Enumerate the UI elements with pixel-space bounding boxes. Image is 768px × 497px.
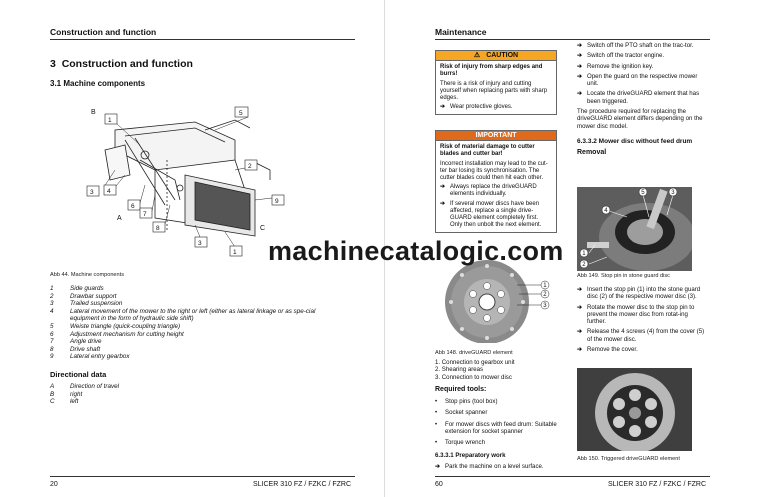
bullet-icon: • [435, 420, 438, 428]
legend-value: Trailed suspension [70, 300, 123, 308]
step-text: Remove the ignition key. [587, 62, 654, 70]
directional-data-list [50, 383, 119, 406]
tool-item [435, 421, 560, 436]
caution-header [436, 51, 556, 61]
triggered-driveguard-photo [577, 368, 692, 451]
legend-row [50, 323, 345, 331]
legend-row [50, 353, 345, 361]
left-footer-model: SLICER 310 FZ / FZKC / FZRC [253, 481, 352, 488]
tool-item-text: Socket spanner [445, 409, 488, 417]
callout-5: 5 [239, 110, 243, 117]
chapter-title [50, 58, 193, 70]
removal-step [577, 304, 705, 326]
callout-8: 8 [156, 225, 160, 232]
legend-value: Side guards [70, 285, 104, 292]
legend-value: Lateral movement of the mower to the right or left (either as lateral linkage or as spe-cial equipment in the form of hydraulic side shift) [70, 307, 316, 323]
removal-step-text: Release the 4 screws (4) from the cover (5) of the mower disc. [587, 328, 705, 343]
fig150-caption: Abb 150. Triggered driveGUARD element [577, 456, 680, 462]
required-tools-list [435, 398, 560, 446]
removal-heading: Removal [577, 149, 607, 157]
tool-item-text: Stop pins (tool box) [445, 398, 498, 405]
important-box [435, 130, 557, 233]
arrow-icon: ➔ [577, 286, 583, 293]
procedure-paragraph: The procedure required for replacing the driveGUARD element differs depending on the mower disc model. [577, 108, 703, 130]
legend-row [50, 285, 345, 293]
caution-risk: Risk of injury from sharp edges and burrs! [440, 64, 543, 78]
direction-value: Direction of travel [70, 383, 119, 390]
legend-value: Adjustment mechanism for cutting height [70, 330, 184, 338]
legend-value: Angle drive [70, 338, 102, 346]
removal-step-text: Insert the stop pin (1) into the stone guard disc (2) of the respective mower disc (3). [587, 286, 701, 301]
legend-key: 4 [50, 307, 54, 315]
removal-step [577, 286, 705, 301]
section-title: 3.1 Machine components [50, 79, 146, 88]
arrow-icon: ➔ [577, 328, 583, 336]
arrow-icon: ➔ [577, 346, 583, 354]
step-text: Open the guard on the respective mower unit. [587, 72, 698, 88]
right-column-steps [577, 42, 705, 157]
photo148-callout-1: 1 [543, 283, 547, 290]
callout-9: 9 [275, 198, 279, 205]
step-text: Switch off the PTO shaft on the trac-tor. [587, 42, 694, 49]
tool-item [435, 409, 560, 416]
legend-key: 7 [50, 338, 54, 346]
legend-key: 1 [50, 285, 54, 292]
warning-triangle-icon: ⚠ [473, 52, 481, 59]
step [577, 42, 705, 49]
fig148-legend [435, 359, 515, 381]
left-header: Construction and function [50, 27, 157, 37]
legend-key: 5 [50, 322, 54, 330]
machine-drawing [85, 100, 295, 260]
callout-4: 4 [107, 188, 111, 195]
legend-key: 3 [50, 300, 54, 308]
legend-value: Lateral entry gearbox [70, 353, 130, 361]
fig148-item-3: 3. Connection to mower disc [435, 373, 512, 381]
legend-row [50, 293, 345, 301]
tool-item [435, 398, 560, 405]
fig148-caption: Abb 148. driveGUARD element [435, 350, 513, 356]
photo148-callout-3: 3 [543, 303, 547, 310]
bullet-icon: • [435, 439, 438, 447]
important-action-2-text: If several mower discs have been affected, replace a single drive-GUARD element completely first. Only then unbolt the next element. [450, 200, 542, 229]
photo149-callout-3: 3 [671, 190, 675, 197]
preparatory-work-heading: 6.3.3.1 Preparatory work [435, 452, 506, 459]
arrow-icon: ➔ [577, 72, 583, 80]
callout-7: 7 [143, 211, 147, 218]
bullet-icon: • [435, 409, 438, 417]
component-legend [50, 285, 345, 361]
arrow-icon: ➔ [435, 463, 441, 470]
important-action-1 [440, 184, 552, 198]
callout-2: 2 [248, 163, 252, 170]
direction-row [50, 398, 119, 406]
legend-value: Drawbar support [70, 292, 117, 300]
important-header: IMPORTANT [436, 131, 556, 141]
bullet-icon: • [435, 398, 438, 405]
tool-item-text: Torque wrench [445, 439, 485, 447]
chapter-name: Construction and function [61, 58, 193, 70]
callout-1-top: 1 [108, 117, 112, 124]
photo149-callout-2: 2 [582, 262, 586, 269]
legend-key: 2 [50, 292, 54, 300]
direction-value: left [70, 398, 79, 406]
right-page-number: 60 [435, 481, 443, 488]
removal-step [577, 346, 705, 353]
caution-action-text: Wear protective gloves. [450, 104, 513, 111]
important-text: Incorrect installation may lead to the cut-ter bar losing its synchronisation. The cutter blades could then hit each other. [440, 160, 548, 182]
legend-key: 8 [50, 345, 54, 353]
legend-key: 6 [50, 330, 54, 338]
important-action-1-text: Always replace the driveGUARD elements individually. [450, 184, 537, 198]
mower-disc-section-heading: 6.3.3.2 Mower disc without feed drum [577, 137, 693, 145]
direction-label-b: B [91, 109, 96, 116]
machine-components-figure [85, 100, 295, 260]
important-action-2 [440, 201, 552, 230]
step-text: Switch off the tractor engine. [587, 52, 665, 60]
caution-title: CAUTION [486, 52, 519, 59]
step [577, 52, 705, 59]
important-risk: Risk of material damage to cutter blades and cutter bar! [440, 144, 535, 158]
legend-value: Weiste triangle (quick-coupling triangle) [70, 322, 181, 330]
direction-label-c: C [260, 225, 266, 232]
left-header-rule [50, 39, 355, 40]
driveguard-element-photo [437, 255, 557, 343]
removal-step-text: Remove the cover. [587, 346, 638, 354]
legend-row [50, 338, 345, 346]
left-footer-rule [50, 476, 355, 477]
stop-pin-photo [577, 187, 692, 271]
right-footer-model: SLICER 310 FZ / FZKC / FZRC [608, 481, 707, 488]
directional-data-title: Directional data [50, 370, 107, 379]
removal-step [577, 328, 705, 343]
arrow-icon: ➔ [577, 42, 583, 49]
photo148-callout-2: 2 [543, 292, 547, 299]
watermark-text: machinecatalogic.com [268, 236, 564, 266]
removal-step-text: Rotate the mower disc to the stop pin to prevent the mower disc from rotat-ing further. [587, 303, 695, 326]
direction-row [50, 383, 119, 391]
legend-row [50, 300, 345, 308]
direction-label-a: A [117, 215, 122, 222]
fig148-item-1: 1. Connection to gearbox unit [435, 359, 515, 366]
legend-row [50, 346, 345, 354]
fig149-caption: Abb 149. Stop pin in stone guard disc [577, 273, 670, 279]
required-tools-title: Required tools: [435, 386, 487, 393]
step-text: Locate the driveGUARD element that has been triggered. [587, 90, 700, 105]
arrow-icon: ➔ [577, 90, 583, 98]
legend-key: 9 [50, 353, 54, 361]
direction-key: C [50, 398, 55, 406]
legend-row [50, 331, 345, 339]
photo149-callout-4: 4 [604, 208, 608, 215]
right-header: Maintenance [435, 27, 487, 37]
legend-value: Drive shaft [70, 345, 101, 353]
photo149-callout-1: 1 [582, 251, 586, 258]
right-header-rule [435, 39, 710, 40]
prep-step [435, 463, 565, 470]
photo149-callout-5: 5 [641, 190, 645, 197]
arrow-icon: ➔ [577, 303, 583, 311]
tool-item-text: For mower discs with feed drum: Suitable extension for socket spanner [445, 420, 557, 435]
arrow-icon: ➔ [440, 104, 446, 111]
direction-key: A [50, 383, 55, 390]
arrow-icon: ➔ [577, 62, 583, 70]
removal-steps [577, 283, 705, 353]
callout-3-left: 3 [90, 189, 94, 196]
right-footer-rule [435, 476, 710, 477]
arrow-icon: ➔ [440, 184, 446, 191]
callout-1-bottom: 1 [233, 249, 237, 256]
step [577, 73, 705, 88]
direction-value: right [70, 390, 83, 398]
arrow-icon: ➔ [577, 52, 583, 60]
direction-key: B [50, 390, 55, 398]
tool-item [435, 439, 560, 446]
direction-row [50, 391, 119, 399]
legend-row [50, 308, 345, 323]
step [577, 63, 705, 70]
step [577, 90, 705, 105]
chapter-number: 3 [50, 58, 56, 70]
fig148-item-2: 2. Shearing areas [435, 366, 484, 374]
caution-action [440, 104, 552, 111]
caution-text: There is a risk of injury and cutting yourself when replacing parts with sharp edges. [440, 80, 548, 102]
caution-box [435, 50, 557, 115]
callout-3-bottom: 3 [198, 240, 202, 247]
callout-6: 6 [131, 203, 135, 210]
prep-step-text: Park the machine on a level surface. [445, 463, 544, 470]
arrow-icon: ➔ [440, 200, 446, 207]
left-page-number: 20 [50, 481, 58, 488]
fig44-caption: Abb 44. Machine components [50, 272, 125, 278]
